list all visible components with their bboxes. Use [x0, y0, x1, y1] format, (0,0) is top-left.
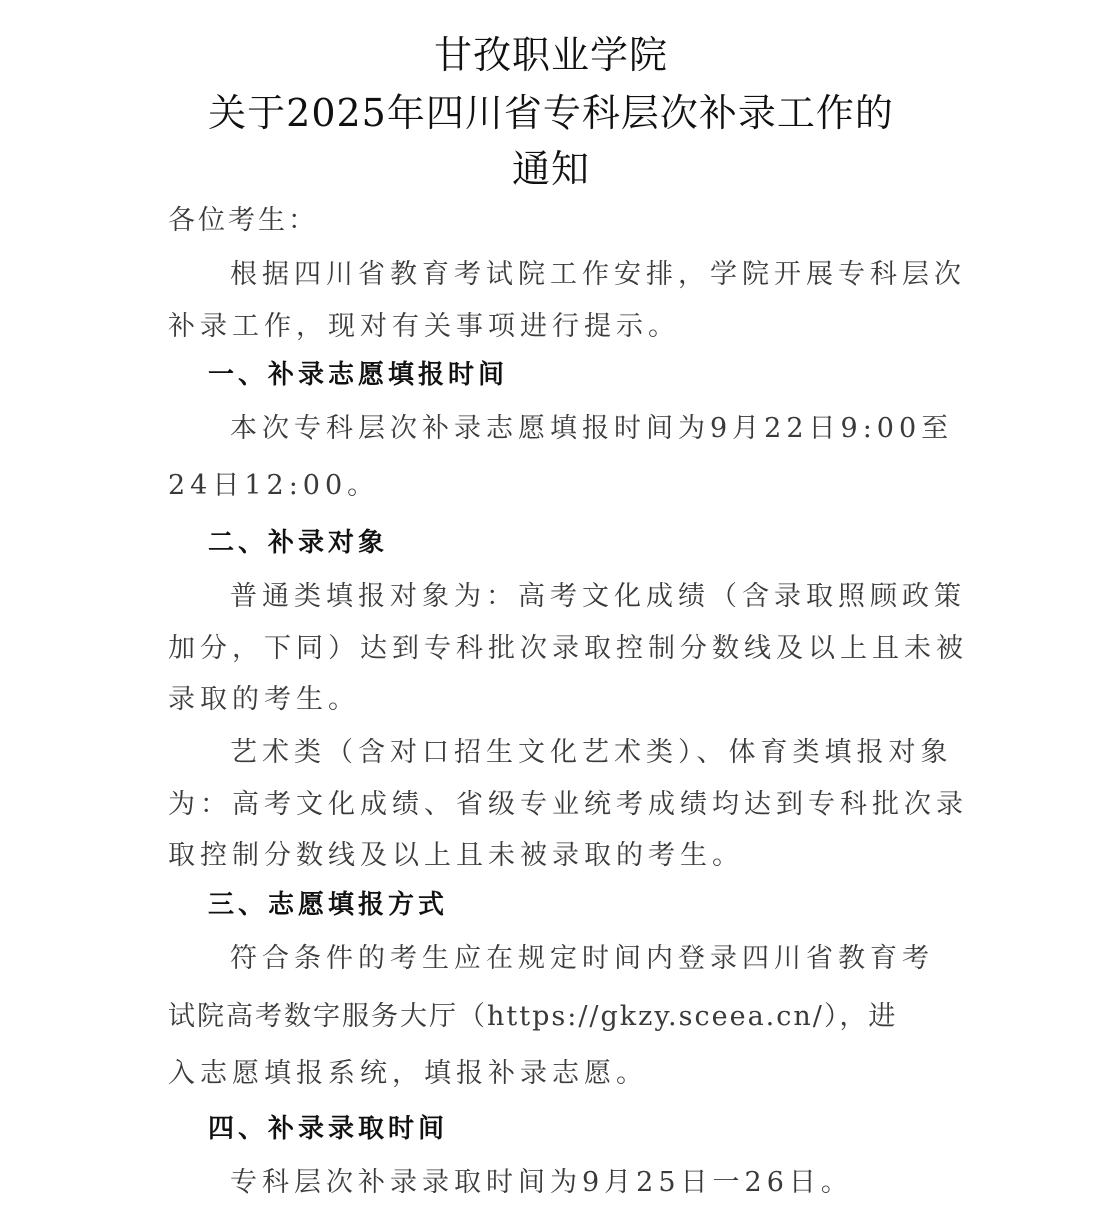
document-title-line-2: 关于2025年四川省专科层次补录工作的	[208, 91, 894, 135]
section-body-line: 取控制分数线及以上且未被录取的考生。	[168, 840, 744, 871]
section-body-line-with-url: 试院高考数字服务大厅（https://gkzy.sceea.cn/），进	[168, 1001, 898, 1032]
section-body-line: 专科层次补录录取时间为9月25日一26日。	[230, 1167, 853, 1198]
section-heading-admission-time: 四、补录录取时间	[208, 1114, 449, 1144]
section-body-line: 艺术类（含对口招生文化艺术类）、体育类填报对象	[230, 737, 953, 768]
section-heading-targets: 二、补录对象	[208, 528, 389, 558]
intro-paragraph-line: 补录工作，现对有关事项进行提示。	[168, 311, 680, 342]
section-body-line: 加分，下同）达到专科批次录取控制分数线及以上且未被	[168, 633, 968, 664]
section-body-line: 本次专科层次补录志愿填报时间为9月22日9:00至	[230, 413, 954, 444]
section-body-line: 入志愿填报系统，填报补录志愿。	[168, 1058, 648, 1089]
section-body-line: 符合条件的考生应在规定时间内登录四川省教育考	[230, 943, 934, 974]
intro-paragraph-line: 根据四川省教育考试院工作安排，学院开展专科层次	[230, 259, 966, 290]
document-title-line-3: 通知	[511, 147, 590, 191]
section-body-line: 普通类填报对象为：高考文化成绩（含录取照顾政策	[230, 581, 966, 612]
section-heading-time: 一、补录志愿填报时间	[208, 360, 509, 390]
document-title-line-1: 甘孜职业学院	[433, 33, 668, 77]
section-body-line: 录取的考生。	[168, 684, 360, 715]
section-body-line: 为：高考文化成绩、省级专业统考成绩均达到专科批次录	[168, 789, 968, 820]
section-heading-method: 三、志愿填报方式	[208, 890, 449, 920]
salutation: 各位考生：	[168, 205, 318, 236]
section-body-line: 24日12:00。	[168, 470, 380, 501]
